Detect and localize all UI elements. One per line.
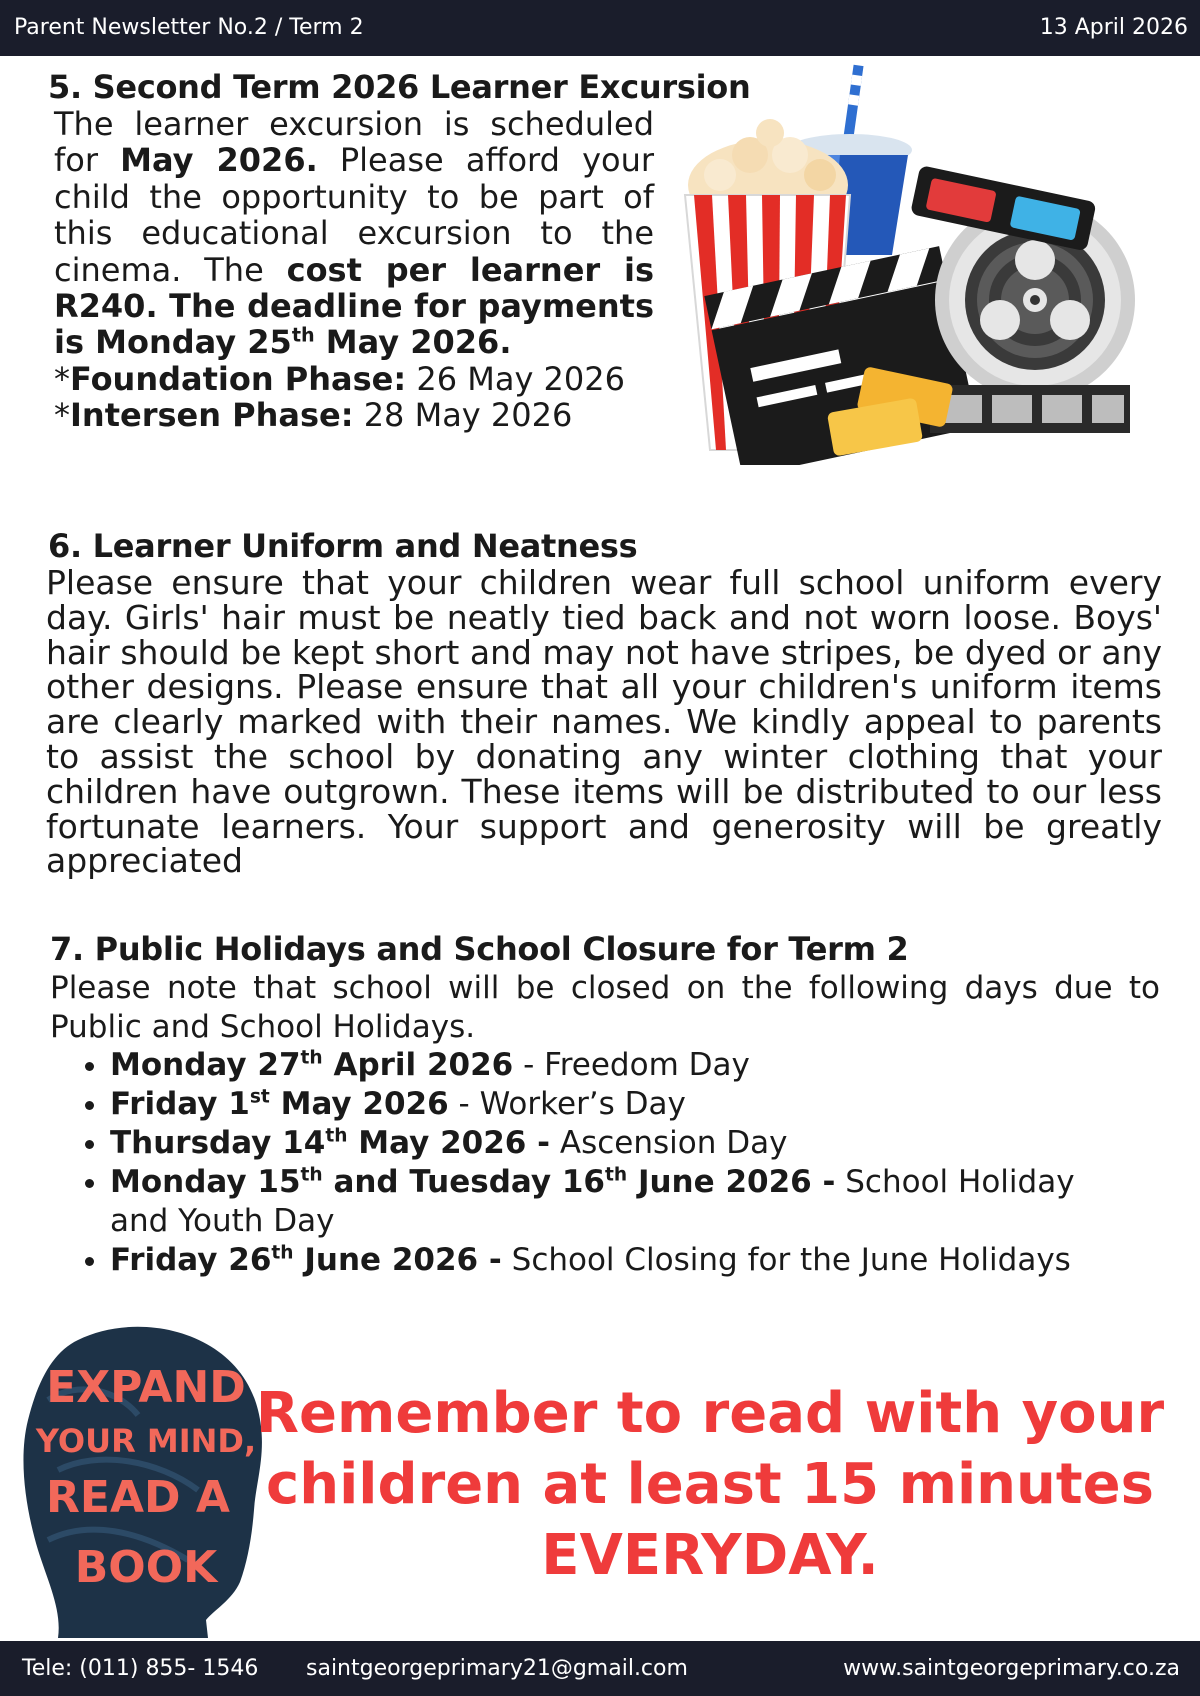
read-head-illustration	[18, 1320, 268, 1638]
section5-body	[54, 106, 654, 434]
newsletter-title: Parent Newsletter No.2 / Term 2	[14, 15, 364, 40]
holiday-item: • Friday 1st May 2026 - Worker’s Day	[110, 1085, 1110, 1124]
intersen-phase-label: Intersen Phase:	[70, 396, 354, 435]
holiday-item: • Thursday 14th May 2026 - Ascension Day	[110, 1124, 1110, 1163]
footer-bar	[0, 1641, 1200, 1696]
intersen-phase-date: 28 May 2026	[363, 396, 573, 435]
read-head-line-4: BOOK	[74, 1542, 218, 1593]
footer-email[interactable]: saintgeorgeprimary21@gmail.com	[306, 1656, 688, 1681]
reminder-line-3: EVERYDAY.	[541, 1523, 879, 1588]
section5-text-b: Please afford your child the opportunity to be part of this educational excursion to the cinema. The	[54, 141, 655, 289]
intersen-phase-line: *Intersen Phase: 28 May 2026	[54, 396, 573, 435]
read-head-line-2: YOUR MIND,	[35, 1422, 257, 1460]
newsletter-date: 13 April 2026	[1039, 15, 1188, 40]
read-head-line-1: EXPAND	[46, 1362, 246, 1413]
footer-telephone: Tele: (011) 855- 1546	[22, 1656, 259, 1681]
holiday-list	[72, 1046, 1110, 1280]
section7-heading: 7. Public Holidays and School Closure for Term 2	[50, 930, 909, 968]
foundation-phase-line: *Foundation Phase: 26 May 2026	[54, 359, 625, 398]
section7-intro: Please note that school will be closed on the following days due to Public and School Holidays.	[50, 970, 1160, 1045]
section6-heading: 6. Learner Uniform and Neatness	[48, 527, 638, 565]
foundation-phase-date: 26 May 2026	[416, 359, 625, 398]
reminder-line-2: children at least 15 minutes	[266, 1452, 1154, 1517]
section5-bold-b: cost per learner is R240. The deadline for payments is Monday 25	[54, 250, 655, 362]
section5-bold-c: May 2026.	[314, 323, 512, 362]
reminder-line-1: Remember to read with your	[255, 1381, 1165, 1446]
foundation-phase-label: Foundation Phase:	[70, 359, 407, 398]
cinema-clipart	[680, 55, 1170, 465]
reading-reminder	[250, 1378, 1170, 1591]
holiday-item: • Monday 27th April 2026 - Freedom Day	[110, 1046, 1110, 1085]
section5-text-a: The learner excursion is scheduled for	[54, 105, 654, 180]
section6-text: Please ensure that your children wear full school uniform every day. Girls' hair must be neatly tied back and not worn loose. Boys' hair should be kept short and may not have stripes, be dyed or any other designs. Please ensure that all your children's uniform items are clearly marked with their names. We kindly appeal to parents to assist the school by donating any winter clothing that your children have outgrown. These items will be distributed to our less fortunate learners. Your support and generosity will be greatly appreciated	[46, 563, 1162, 881]
header-bar	[0, 0, 1200, 56]
section5-heading: 5. Second Term 2026 Learner Excursion	[48, 68, 751, 106]
holiday-item: • Friday 26th June 2026 - School Closing for the June Holidays	[110, 1241, 1110, 1280]
section5-paragraph	[54, 106, 654, 361]
section5-bold-b-sup: th	[291, 323, 315, 347]
footer-website[interactable]: www.saintgeorgeprimary.co.za	[843, 1656, 1180, 1681]
holiday-item: • Monday 15th and Tuesday 16th June 2026 - School Holiday and Youth Day	[110, 1163, 1110, 1241]
film-strip-icon	[930, 385, 1130, 433]
read-head-line-3: READ A	[46, 1472, 230, 1523]
section5-bold-a: May 2026.	[120, 141, 318, 180]
